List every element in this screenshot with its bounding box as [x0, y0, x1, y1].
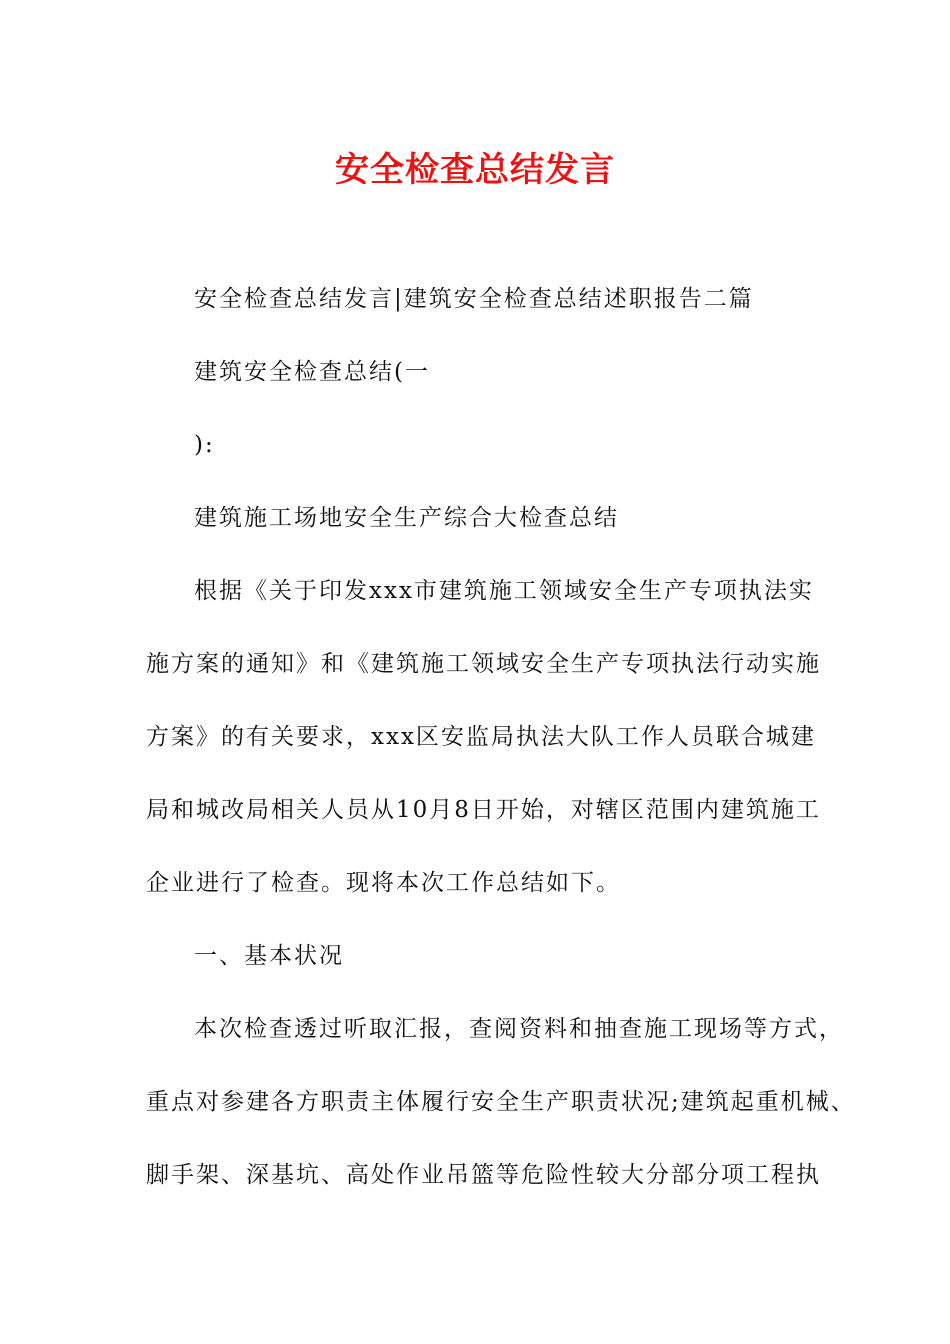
paragraph-line: 根据《关于印发xxx市建筑施工领域安全生产专项执法实	[194, 578, 814, 604]
document-body	[146, 278, 856, 1227]
paragraph-line: 重点对参建各方职责主体履行安全生产职责状况;建筑起重机械、	[146, 1089, 856, 1115]
paragraph-line: 安全检查总结发言|建筑安全检查总结述职报告二篇	[194, 286, 754, 312]
paragraph-line: 本次检查透过听取汇报，查阅资料和抽查施工现场等方式，	[194, 1016, 844, 1042]
paragraph-line: 脚手架、深基坑、高处作业吊篮等危险性较大分部分项工程执	[146, 1162, 821, 1188]
document-title: 安全检查总结发言	[335, 150, 615, 190]
paragraph-line: 方案》的有关要求，xxx区安监局执法大队工作人员联合城建	[146, 724, 816, 750]
paragraph-line: 建筑安全检查总结(一	[194, 359, 430, 385]
paragraph-line: 建筑施工场地安全生产综合大检查总结	[194, 505, 619, 531]
paragraph-line: ):	[194, 432, 215, 458]
paragraph-line: 局和城改局相关人员从10月8日开始，对辖区范围内建筑施工	[146, 797, 821, 823]
paragraph-line: 施方案的通知》和《建筑施工领域安全生产专项执法行动实施	[146, 651, 821, 677]
paragraph-line: 企业进行了检查。现将本次工作总结如下。	[146, 870, 621, 896]
section-heading: 一、基本状况	[194, 943, 344, 969]
